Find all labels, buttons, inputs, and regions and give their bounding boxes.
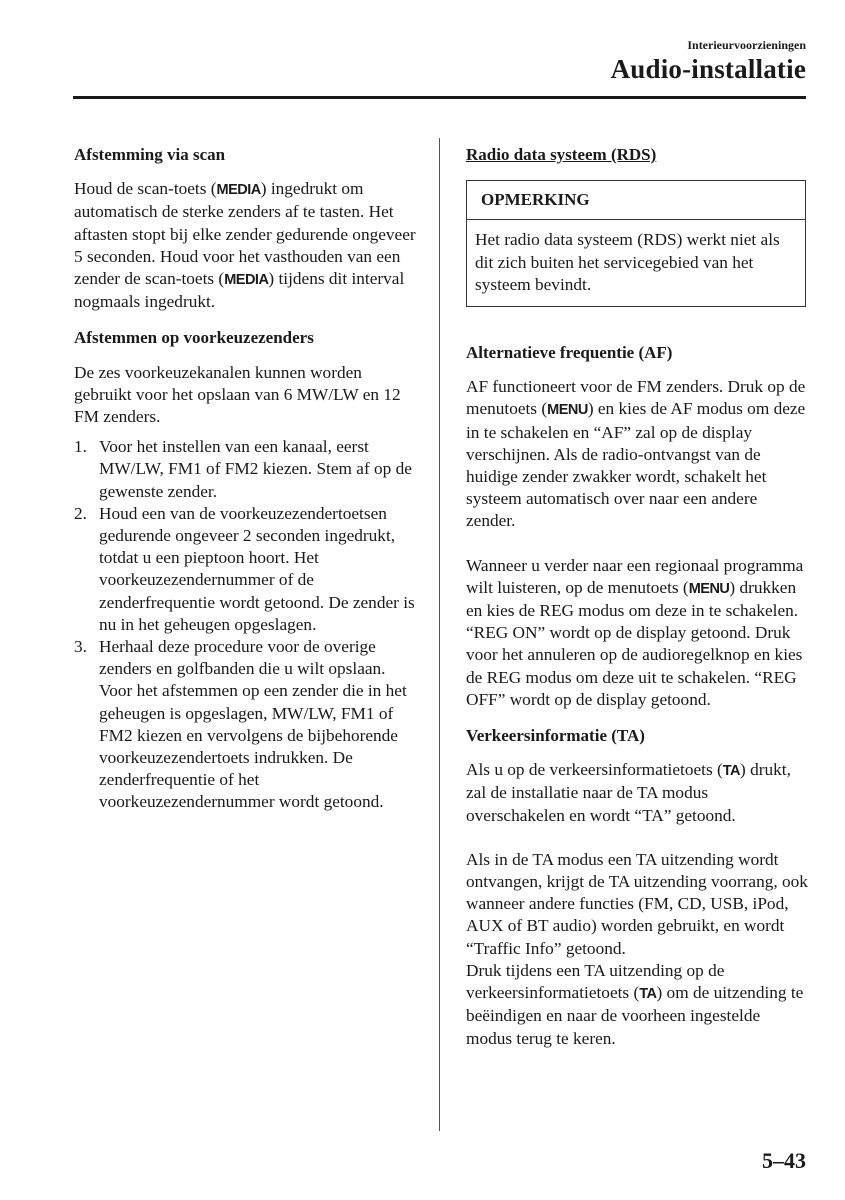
step-number: 3. [74, 637, 87, 657]
media-button-glyph: MEDIA [224, 272, 269, 289]
ta-button-glyph: TA [722, 763, 741, 780]
list-item [74, 503, 420, 636]
step-text: Herhaal deze procedure voor de overige zenders en golfbanden die u wilt opslaan. Voor het afstemmen op een zender die in het geheugen is opgeslagen, MW/LW, FM1 of FM2 kiezen en vervolgens de bijbehorende voorkeuzezendertoets indrukken. De zenderfrequentie of het voorkeuzezendernummer wordt getoond. [99, 637, 407, 812]
preset-intro: De zes voorkeuzekanalen kunnen worden gebruikt voor het opslaan van 6 MW/LW en 12 FM zenders. [74, 362, 401, 427]
menu-button-glyph: MENU [688, 580, 730, 597]
preset-steps-list [74, 436, 420, 813]
af-heading: Alternatieve frequentie (AF) [466, 343, 673, 363]
scan-paragraph: Houd de scan-toets (MEDIA) ingedrukt om automatisch de sterke zenders af te tasten. Het aftasten stopt bij elke zender gedurende ongeveer 5 seconden. Houd voor het vasthouden van een zender de scan-toets (MEDIA) tijdens dit interval nogmaals ingedrukt. [74, 179, 416, 312]
list-item [74, 436, 420, 503]
scan-heading: Afstemming via scan [74, 145, 226, 164]
left-column [74, 144, 420, 814]
ta-button-glyph: TA [639, 986, 657, 1003]
step-number: 1. [74, 437, 87, 457]
page-number: 5–43 [762, 1148, 806, 1173]
list-item [74, 636, 420, 814]
af-paragraph-1: AF functioneert voor de FM zenders. Druk op de menutoets (MENU) en kies de AF modus om deze in te schakelen en “AF” zal op de display verschijnen. Als de radio-ontvangst van de huidige zender zwakker wordt, schakelt het systeem automatisch over naar een andere zender. [466, 377, 806, 531]
page-title: Audio-installatie [610, 54, 806, 84]
ta-heading: Verkeersinformatie (TA) [466, 726, 645, 746]
column-divider [439, 138, 440, 1131]
ta-paragraph-2: Als in de TA modus een TA uitzending wordt ontvangen, krijgt de TA uitzending voorrang, ook wanneer andere functies (FM, CD, USB, iPod, AUX of BT audio) worden gebruikt, en wordt “Traffic Info” getoond. [466, 849, 808, 958]
note-box [466, 180, 806, 307]
ta-paragraph-3: Druk tijdens een TA uitzending op de verkeersinformatietoets (TA) om de uitzending te beëindigen en naar de voorheen ingestelde modus terug te keren. [466, 960, 804, 1048]
rds-heading: Radio data systeem (RDS) [466, 145, 657, 164]
section-label: Interieurvoorzieningen [687, 38, 806, 52]
step-text: Voor het instellen van een kanaal, eerst MW/LW, FM1 of FM2 kiezen. Stem af op de gewenste zender. [99, 437, 412, 501]
media-button-glyph: MEDIA [216, 182, 261, 199]
menu-button-glyph: MENU [547, 402, 588, 419]
step-number: 2. [74, 503, 87, 523]
header-rule [73, 96, 806, 99]
ta-paragraph-1: Als u op de verkeersinformatietoets (TA) drukt, zal de installatie naar de TA modus overschakelen en wordt “TA” getoond. [466, 760, 791, 825]
note-text: Het radio data systeem (RDS) werkt niet als dit zich buiten het servicegebied van het systeem bevindt. [475, 230, 780, 294]
step-text: Houd een van de voorkeuzezendertoetsen gedurende ongeveer 2 seconden ingedrukt, totdat u een pieptoon hoort. Het voorkeuzezendernummer of de zenderfrequentie wordt getoond. De zender is nu in het geheugen opgeslagen. [99, 503, 415, 634]
note-title: OPMERKING [467, 181, 805, 220]
af-paragraph-2: Wanneer u verder naar een regionaal programma wilt luisteren, op de menutoets (MENU) drukken en kies de REG modus om deze in te schakelen. “REG ON” wordt op de display getoond. Druk voor het annuleren op de audioregelknop en kies de REG modus om deze uit te schakelen. “REG OFF” wordt op de display getoond. [466, 555, 804, 709]
right-column [466, 144, 810, 1050]
preset-heading: Afstemmen op voorkeuzezenders [74, 328, 314, 348]
